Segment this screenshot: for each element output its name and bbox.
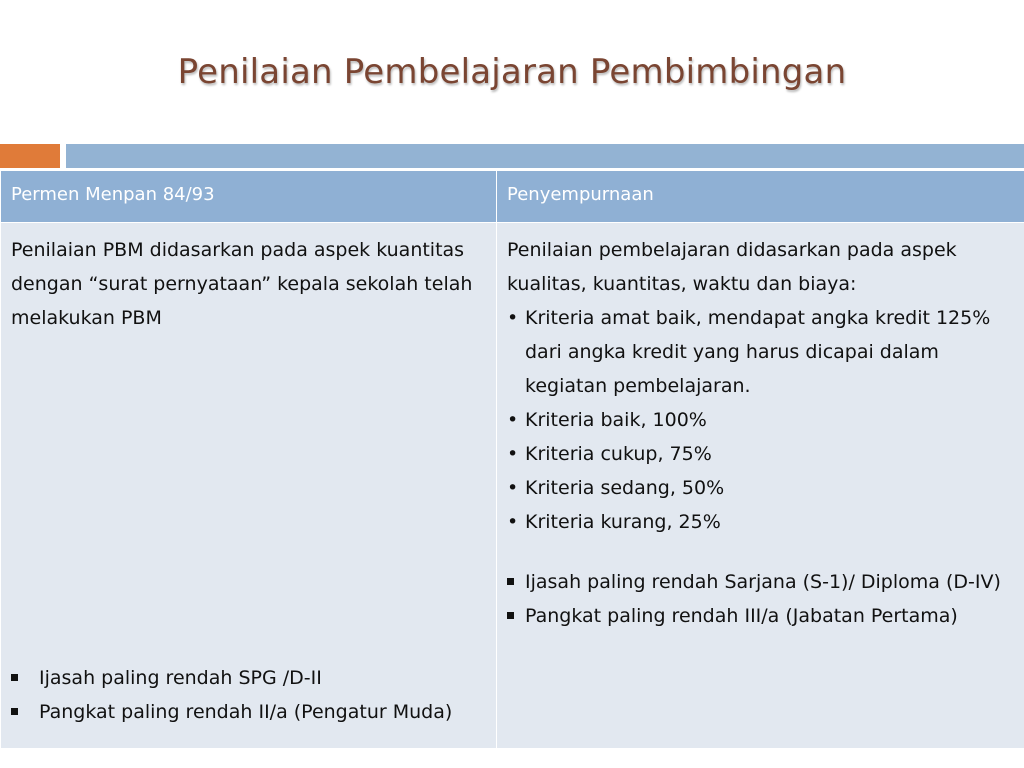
slide-title: Penilaian Pembelajaran Pembimbingan xyxy=(177,52,847,92)
dot-bullet-icon xyxy=(507,505,518,539)
square-bullet-icon xyxy=(507,599,514,633)
list-item-text: Kriteria cukup, 75% xyxy=(525,443,712,465)
comparison-table xyxy=(0,170,1024,749)
square-bullet-icon xyxy=(507,565,514,599)
square-bullet-icon xyxy=(11,695,18,729)
dot-bullet-icon xyxy=(507,471,518,505)
list-item-text: Kriteria baik, 100% xyxy=(525,409,707,431)
header-permen-menpan: Permen Menpan 84/93 xyxy=(1,171,497,223)
list-item xyxy=(507,471,1018,505)
table-header-row xyxy=(1,171,1024,223)
accent-orange-block xyxy=(0,144,60,168)
accent-bar xyxy=(0,144,1024,168)
right-cell xyxy=(497,223,1024,749)
header-penyempurnaan: Penyempurnaan xyxy=(497,171,1024,223)
criteria-list xyxy=(507,301,1018,539)
list-item xyxy=(507,565,1018,599)
left-cell xyxy=(1,223,497,749)
list-item-text: Kriteria kurang, 25% xyxy=(525,511,721,533)
list-spacer xyxy=(507,539,1018,565)
right-requirements-list xyxy=(507,565,1018,633)
list-item xyxy=(11,661,490,695)
list-item-text: Ijasah paling rendah Sarjana (S-1)/ Diploma (D-IV) xyxy=(525,571,1001,593)
square-bullet-icon xyxy=(11,661,18,695)
list-item xyxy=(507,301,1018,403)
list-item xyxy=(507,403,1018,437)
left-intro-text: Penilaian PBM didasarkan pada aspek kuantitas dengan “surat pernyataan” kepala sekolah telah melakukan PBM xyxy=(11,239,473,329)
list-item xyxy=(507,599,1018,633)
dot-bullet-icon xyxy=(507,403,518,437)
dot-bullet-icon xyxy=(507,437,518,471)
list-item-text: Kriteria sedang, 50% xyxy=(525,477,725,499)
list-item xyxy=(507,505,1018,539)
dot-bullet-icon xyxy=(507,301,518,335)
list-item-text: Ijasah paling rendah SPG /D-II xyxy=(39,667,322,689)
list-item-text: Kriteria amat baik, mendapat angka kredit 125% dari angka kredit yang harus dicapai dalam kegiatan pembelajaran. xyxy=(525,307,991,397)
left-requirements-list xyxy=(11,661,490,729)
list-item-text: Pangkat paling rendah II/a (Pengatur Muda) xyxy=(39,701,453,723)
list-item xyxy=(11,695,490,729)
list-item xyxy=(507,437,1018,471)
table-row xyxy=(1,223,1024,749)
accent-blue-band xyxy=(66,144,1024,168)
list-item-text: Pangkat paling rendah III/a (Jabatan Pertama) xyxy=(525,605,958,627)
right-intro-text: Penilaian pembelajaran didasarkan pada aspek kualitas, kuantitas, waktu dan biaya: xyxy=(507,239,957,295)
